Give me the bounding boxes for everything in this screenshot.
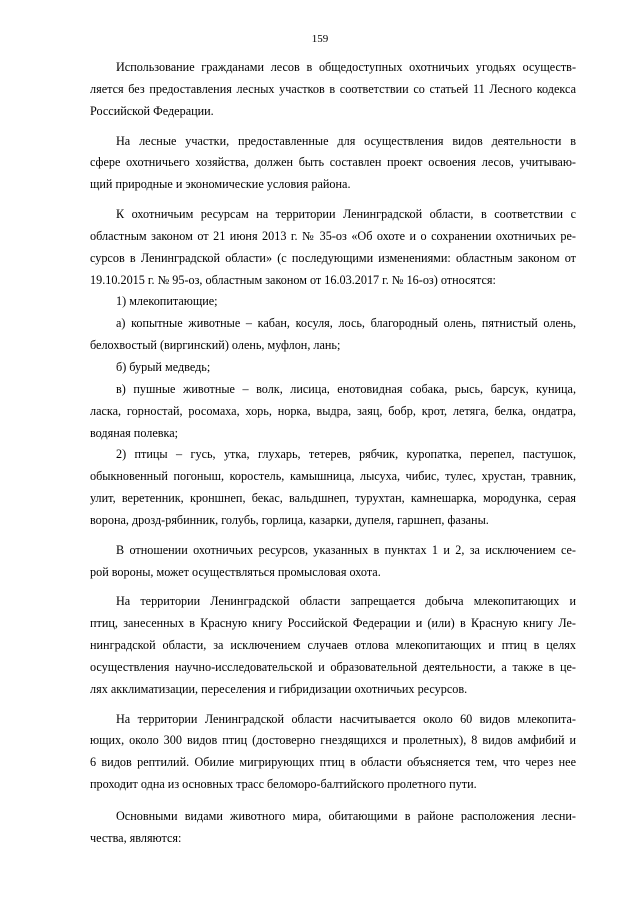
text-line: 6 видов рептилий. Обилие мигрирующих птиц в области объясняется тем, что через нее bbox=[90, 755, 576, 770]
paragraph-species-count bbox=[90, 709, 576, 796]
text-line: щий природные и экономические условия района. bbox=[90, 177, 351, 192]
text-line: белохвостый (виргинский) олень, муфлон, лань; bbox=[90, 338, 341, 353]
text-line: обыкновенный погоныш, коростель, камышница, лысуха, чибис, тулес, хрустан, травник, bbox=[90, 469, 576, 484]
text-line: 2) птицы – гусь, утка, глухарь, тетерев, рябчик, куропатка, перепел, пастушок, bbox=[116, 447, 576, 462]
paragraph-forest-use bbox=[90, 57, 576, 123]
text-line: В отношении охотничьих ресурсов, указанных в пунктах 1 и 2, за исключением се- bbox=[116, 542, 576, 557]
text-line: 19.10.2015 г. № 95-оз, областным законом от 16.03.2017 г. № 16-оз) относятся: bbox=[90, 272, 496, 287]
text-line: областным законом от 21 июня 2013 г. № 35-оз «Об охоте и о сохранении охотничьих ре- bbox=[90, 228, 576, 243]
text-line: лях акклиматизации, переселения и гибридизации охотничьих ресурсов. bbox=[90, 681, 468, 696]
text-line: Основными видами животного мира, обитающими в районе расположения лесни- bbox=[116, 809, 576, 823]
text-line: На территории Ленинградской области запрещается добыча млекопитающих и bbox=[116, 594, 576, 609]
text-line: нинградской области, за исключением случаев отлова млекопитающих и птиц в целях bbox=[90, 638, 576, 653]
paragraph-main-species bbox=[90, 806, 576, 850]
text-line: На территории Ленинградской области насчитывается около 60 видов млекопита- bbox=[116, 711, 576, 726]
text-line: рой вороны, может осуществляться промысловая охота. bbox=[90, 564, 381, 579]
text-line: проходит одна из основных трасс беломоро-балтийского пролетного пути. bbox=[90, 777, 477, 792]
paragraph-prohibition bbox=[90, 591, 576, 700]
paragraph-commercial-hunting bbox=[90, 540, 576, 584]
list-item-bear bbox=[90, 357, 576, 379]
text-line: ворона, дрозд-рябинник, голубь, горлица, казарки, дупеля, гаршнеп, фазаны. bbox=[90, 512, 489, 527]
text-line: осуществления научно-исследовательской и образовательной деятельности, а также в це- bbox=[90, 659, 576, 674]
text-line: На лесные участки, предоставленные для осуществления видов деятельности в bbox=[116, 133, 576, 148]
text-line: ляется без предоставления лесных участков в соответствии со статьей 11 Лесного кодекса bbox=[90, 81, 576, 96]
list-item-mammals bbox=[90, 291, 576, 313]
page-number: 159 bbox=[311, 33, 329, 45]
text-line: сурсов в Ленинградской области» (с последующими изменениями: областным законом от bbox=[90, 250, 576, 265]
text-line: ющих, около 300 видов птиц (достоверно гнездящихся и пролетных), 8 видов амфибий и bbox=[90, 733, 576, 748]
text-line: Использование гражданами лесов в общедоступных охотничьих угодьях осуществ- bbox=[116, 60, 576, 74]
paragraph-forest-plots bbox=[90, 131, 576, 197]
list-item-birds bbox=[90, 444, 576, 531]
paragraph-hunting-resources bbox=[90, 204, 576, 291]
text-line: 1) млекопитающие; bbox=[116, 294, 218, 309]
text-line: К охотничьим ресурсам на территории Ленинградской области, в соответствии с bbox=[116, 207, 576, 222]
text-line: птиц, занесенных в Красную книгу Российской Федерации и (или) в Красную книгу Ле- bbox=[90, 616, 576, 631]
list-item-fur-animals bbox=[90, 379, 576, 445]
list-item-ungulates bbox=[90, 313, 576, 357]
text-line: Российской Федерации. bbox=[90, 103, 214, 118]
document-body bbox=[90, 57, 576, 850]
text-line: б) бурый медведь; bbox=[116, 359, 211, 374]
text-line: сфере охотничьего хозяйства, должен быть составлен проект освоения лесов, учитываю- bbox=[90, 155, 576, 170]
text-line: ласка, горностай, росомаха, хорь, норка, выдра, заяц, бобр, крот, летяга, белка, ондатра, bbox=[90, 403, 576, 418]
text-line: водяная полевка; bbox=[90, 425, 179, 440]
text-line: чества, являются: bbox=[90, 830, 182, 845]
text-line: улит, веретенник, кроншнеп, бекас, вальдшнеп, турухтан, камнешарка, мородунка, серая bbox=[90, 491, 576, 506]
text-line: а) копытные животные – кабан, косуля, лось, благородный олень, пятнистый олень, bbox=[116, 316, 576, 331]
text-line: в) пушные животные – волк, лисица, енотовидная собака, рысь, барсук, куница, bbox=[116, 381, 576, 396]
